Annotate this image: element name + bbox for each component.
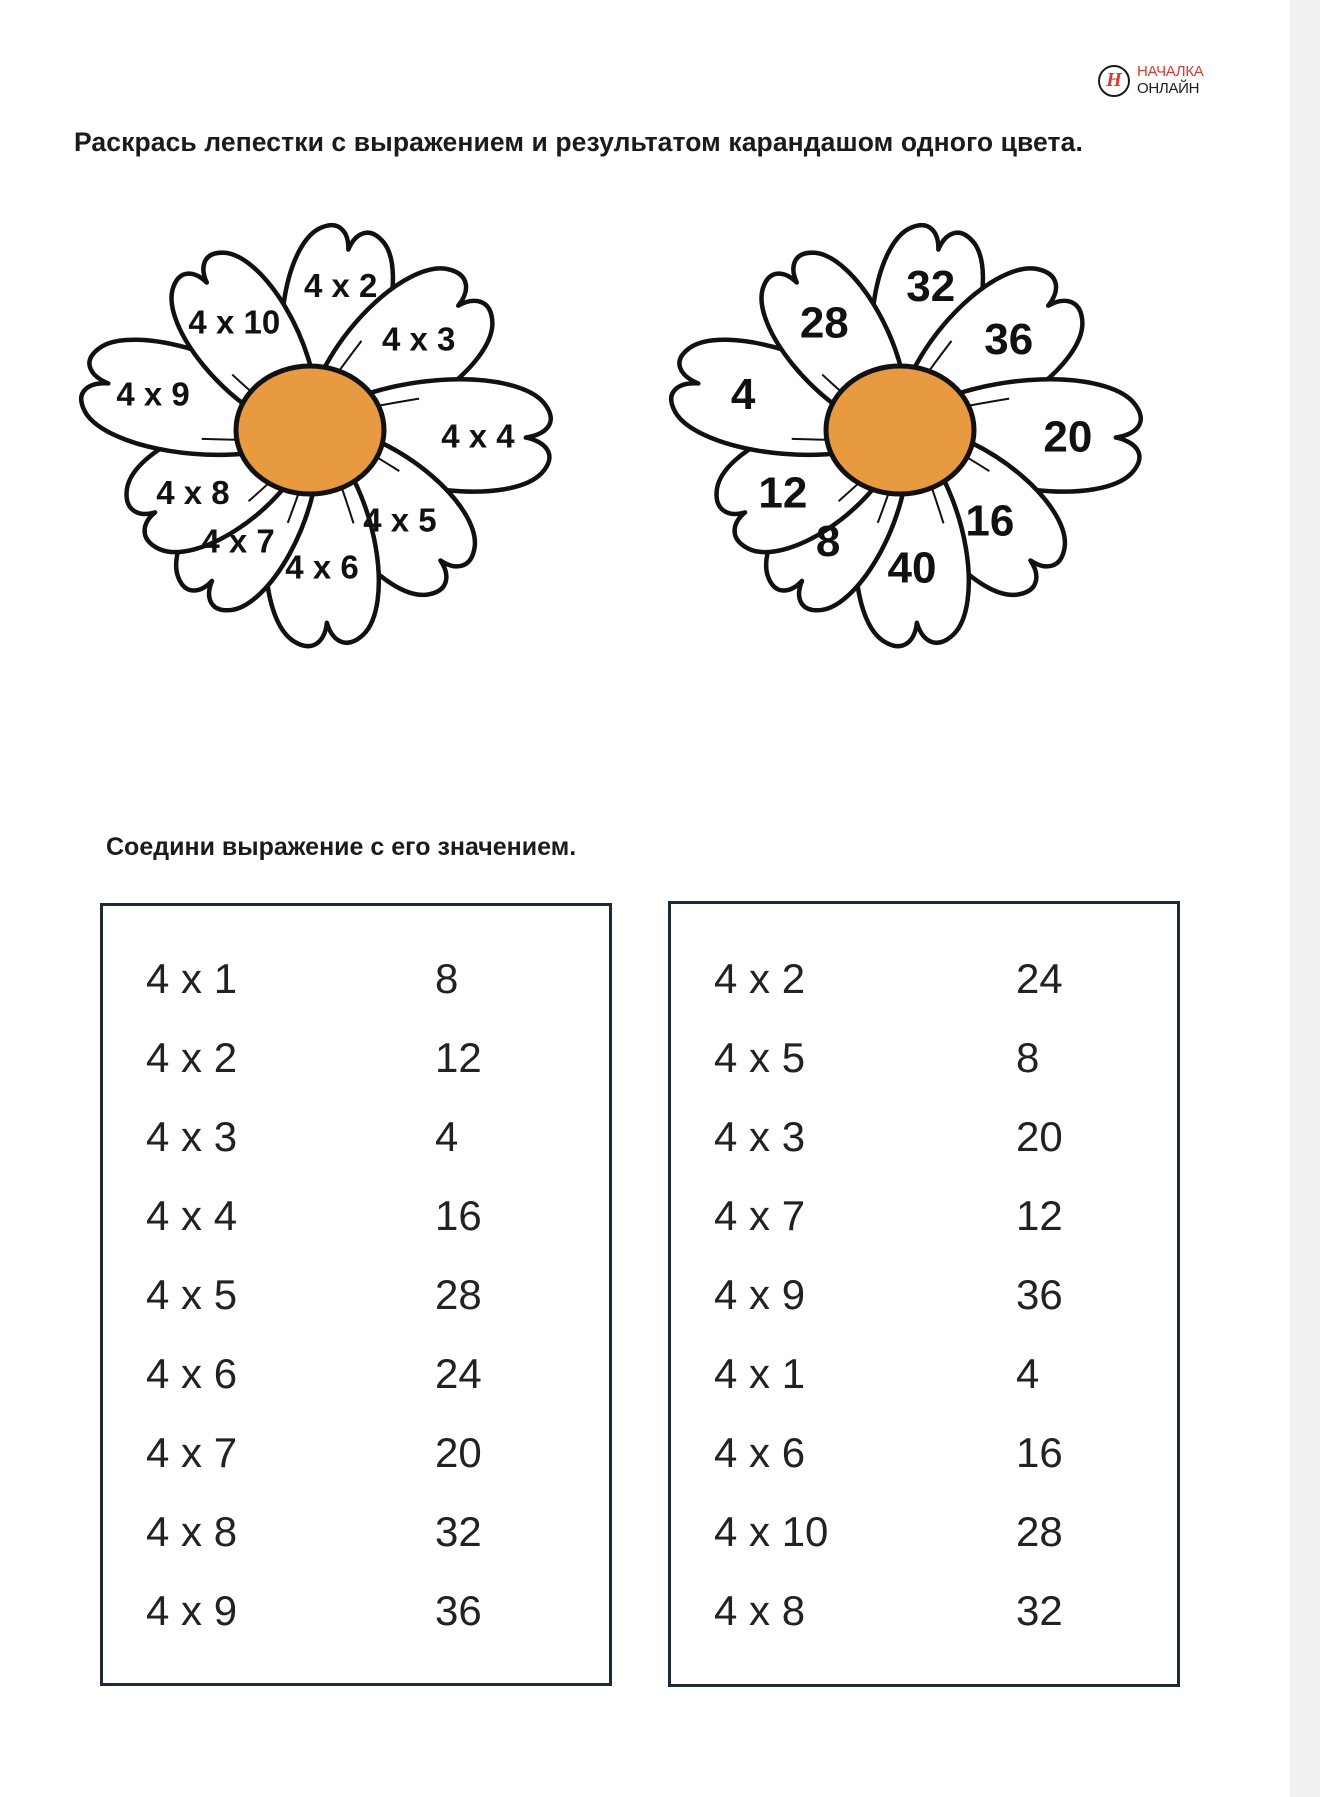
petal-expression: 4 x 7 (201, 522, 275, 560)
petal-result: 12 (758, 468, 808, 518)
expression[interactable]: 4 x 4 (146, 1192, 238, 1239)
task1-instruction: Раскрась лепестки с выражением и результатом карандашом одного цвета. (74, 127, 1083, 157)
petal-expression: 4 x 5 (363, 501, 437, 539)
value[interactable]: 32 (1016, 1587, 1063, 1634)
petal-result: 32 (906, 262, 956, 311)
expression[interactable]: 4 x 3 (714, 1113, 806, 1160)
petal-result: 8 (815, 517, 841, 567)
expression[interactable]: 4 x 7 (714, 1192, 806, 1239)
match-row (671, 1265, 1177, 1325)
match-row (103, 1502, 609, 1562)
match-row (671, 1502, 1177, 1562)
expression[interactable]: 4 x 9 (146, 1587, 238, 1634)
petal-result: 40 (887, 543, 937, 593)
expression[interactable]: 4 x 1 (714, 1350, 806, 1397)
logo-text-line1: НАЧАЛКА (1137, 63, 1204, 80)
task2-instruction: Соедини выражение с его значением. (106, 833, 577, 861)
expression[interactable]: 4 x 5 (146, 1271, 238, 1318)
logo-mark-icon: Н (1098, 65, 1130, 97)
flower-center (826, 366, 974, 494)
match-box-right (668, 901, 1180, 1687)
match-row (671, 949, 1177, 1009)
value[interactable]: 8 (1016, 1034, 1040, 1081)
value[interactable]: 36 (435, 1587, 482, 1634)
side-margin (1290, 0, 1320, 1797)
value[interactable]: 32 (435, 1508, 482, 1555)
expression[interactable]: 4 x 2 (146, 1034, 238, 1081)
expression[interactable]: 4 x 5 (714, 1034, 806, 1081)
value[interactable]: 16 (435, 1192, 482, 1239)
match-row (103, 1581, 609, 1641)
value[interactable]: 36 (1016, 1271, 1063, 1318)
expression[interactable]: 4 x 3 (146, 1113, 238, 1160)
petal-expression: 4 x 2 (303, 267, 378, 305)
expression[interactable]: 4 x 8 (714, 1587, 806, 1634)
flower-center (236, 366, 384, 494)
petal-result: 28 (799, 298, 849, 348)
petal-expression: 4 x 9 (116, 375, 190, 413)
match-row (671, 1581, 1177, 1641)
expression[interactable]: 4 x 6 (714, 1429, 806, 1476)
expression[interactable]: 4 x 9 (714, 1271, 806, 1318)
match-row (103, 949, 609, 1009)
petal-result: 36 (984, 315, 1034, 365)
petal-result: 20 (1043, 412, 1093, 462)
match-row (103, 1423, 609, 1483)
match-row (671, 1423, 1177, 1483)
petal-expression: 4 x 4 (441, 417, 515, 455)
match-row (103, 1186, 609, 1246)
match-row (103, 1028, 609, 1088)
value[interactable]: 20 (1016, 1113, 1063, 1160)
petal-result: 4 (730, 370, 756, 420)
flower-expressions (70, 225, 650, 745)
match-row (671, 1107, 1177, 1167)
expression[interactable]: 4 x 7 (146, 1429, 238, 1476)
logo-text-line2: ОНЛАЙН (1137, 80, 1200, 97)
value[interactable]: 24 (435, 1350, 482, 1397)
value[interactable]: 4 (1016, 1350, 1040, 1397)
expression[interactable]: 4 x 6 (146, 1350, 238, 1397)
petal-expression: 4 x 10 (188, 303, 281, 341)
match-row (103, 1265, 609, 1325)
value[interactable]: 28 (1016, 1508, 1063, 1555)
value[interactable]: 12 (1016, 1192, 1063, 1239)
value[interactable]: 16 (1016, 1429, 1063, 1476)
expression[interactable]: 4 x 1 (146, 955, 238, 1002)
value[interactable]: 4 (435, 1113, 459, 1160)
petal-expression: 4 x 8 (156, 473, 230, 511)
value[interactable]: 28 (435, 1271, 482, 1318)
match-row (671, 1186, 1177, 1246)
match-row (671, 1344, 1177, 1404)
expression[interactable]: 4 x 2 (714, 955, 806, 1002)
value[interactable]: 12 (435, 1034, 482, 1081)
match-row (103, 1344, 609, 1404)
match-box-left (100, 903, 612, 1686)
petal-expression: 4 x 6 (285, 548, 359, 586)
flower-results (660, 225, 1240, 745)
value[interactable]: 8 (435, 955, 459, 1002)
petal-result: 16 (965, 496, 1015, 546)
expression[interactable]: 4 x 10 (714, 1508, 829, 1555)
value[interactable]: 20 (435, 1429, 482, 1476)
petal-expression: 4 x 3 (381, 320, 456, 358)
expression[interactable]: 4 x 8 (146, 1508, 238, 1555)
logo (1098, 62, 1208, 102)
match-row (103, 1107, 609, 1167)
match-row (671, 1028, 1177, 1088)
value[interactable]: 24 (1016, 955, 1063, 1002)
